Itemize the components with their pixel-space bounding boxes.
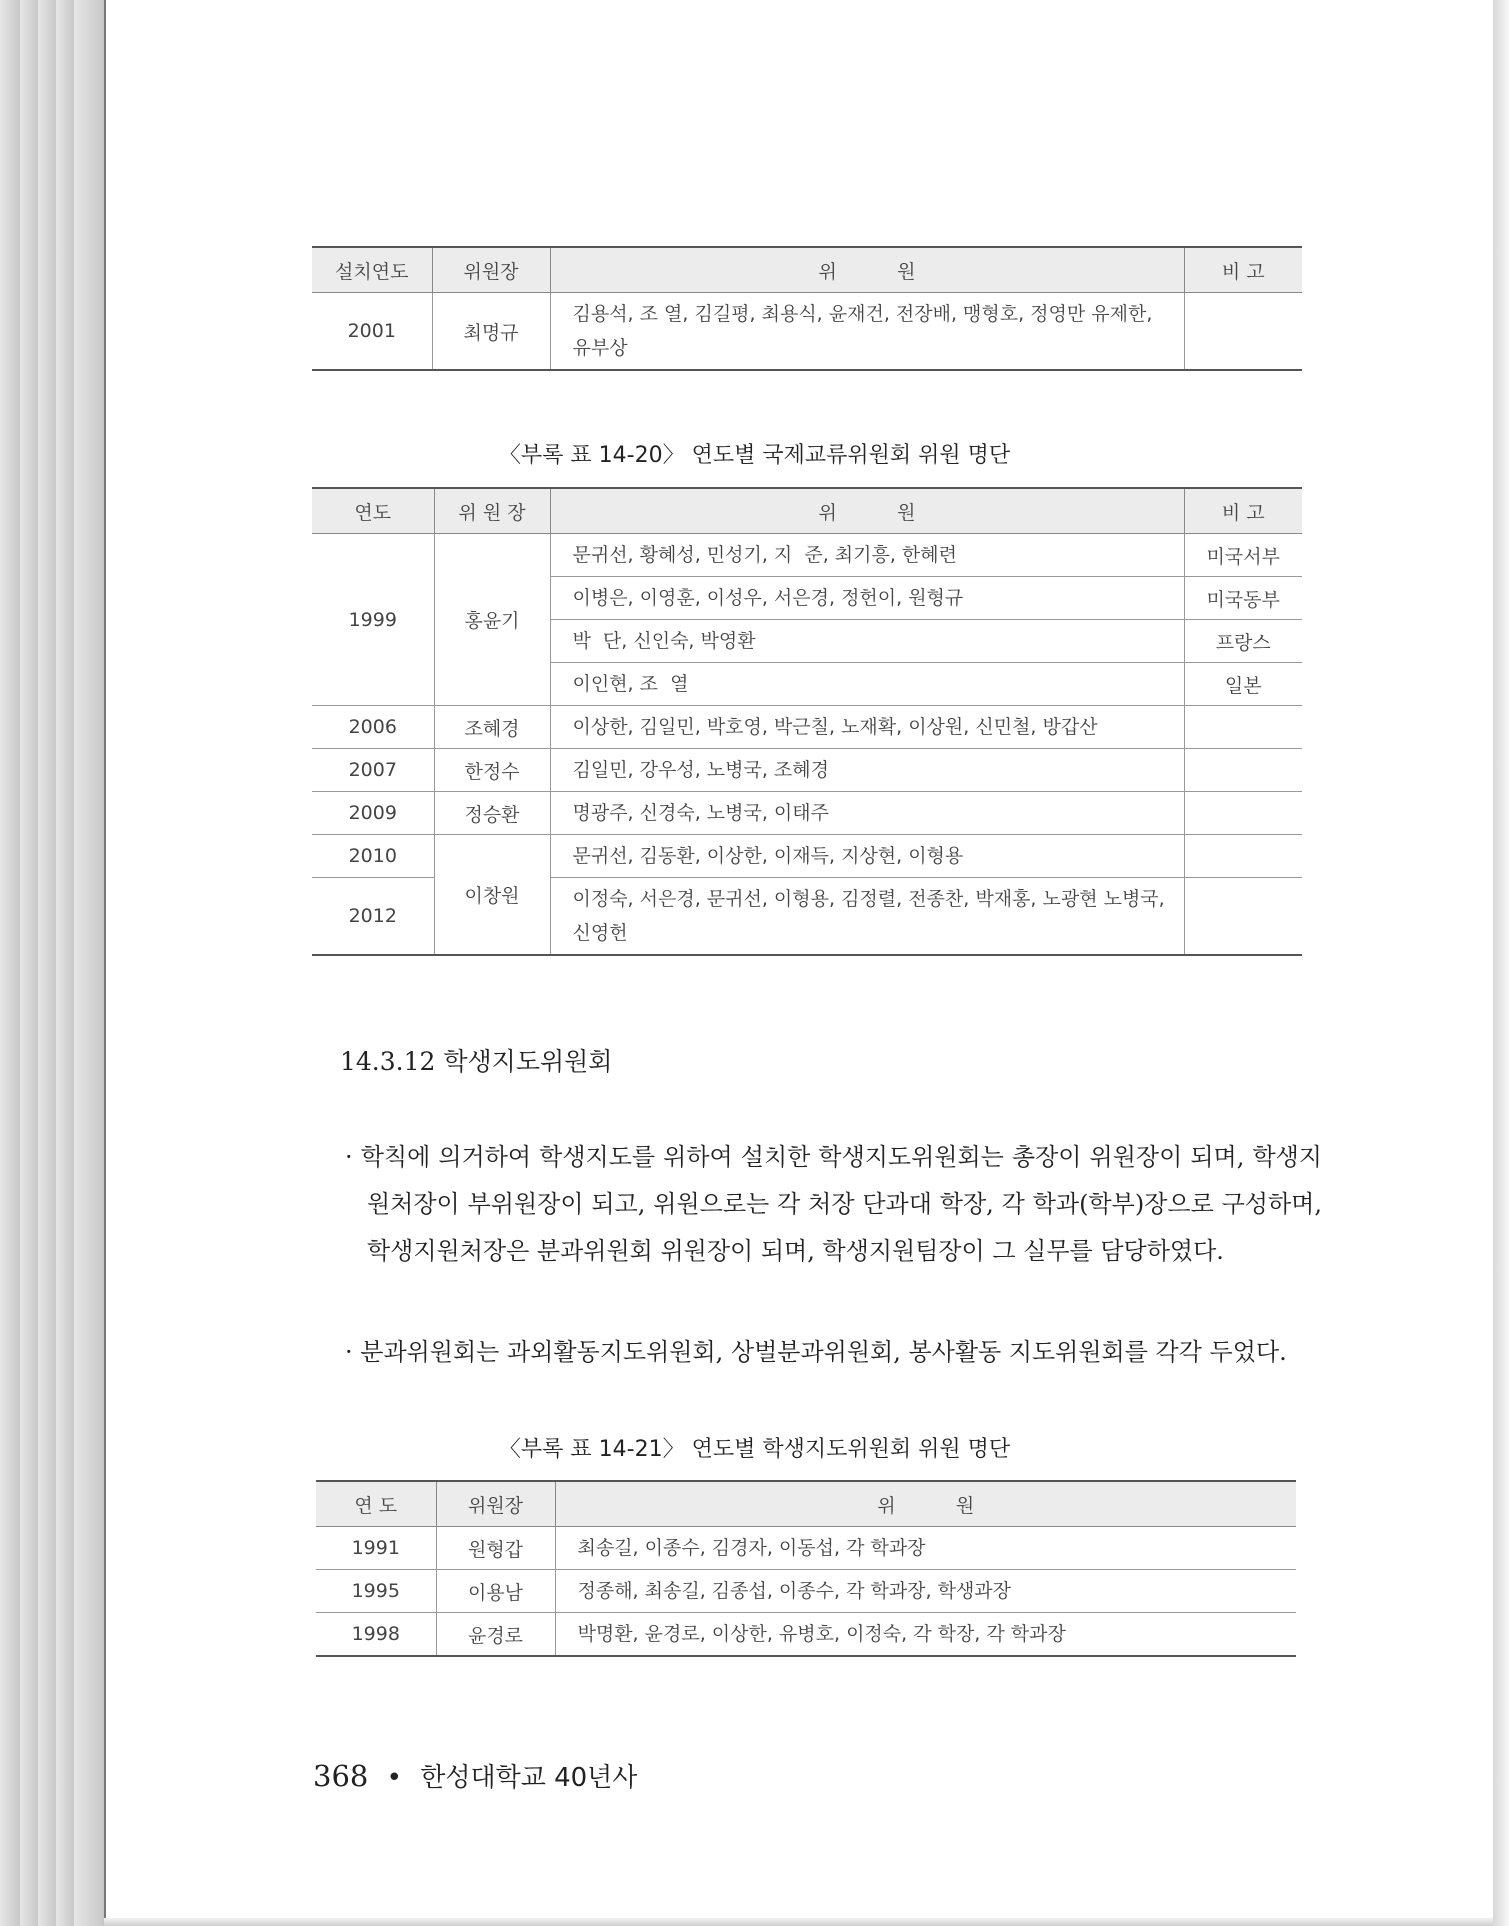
cell-chair: 홍윤기 xyxy=(434,534,550,706)
header-year: 설치연도 xyxy=(312,247,432,293)
header-note: 비 고 xyxy=(1184,247,1302,293)
header-members: 위 원 xyxy=(550,488,1184,534)
table-caption: 〈부록 표 14-21〉 연도별 학생지도위원회 위원 명단 xyxy=(498,1437,1011,1462)
cell-note: 미국서부 xyxy=(1184,534,1302,577)
cell-members: 박 단, 신인숙, 박영환 xyxy=(550,620,1184,663)
table-row xyxy=(316,1570,1296,1613)
cell-note xyxy=(1184,792,1302,835)
header-members: 위 원 xyxy=(550,247,1184,293)
cell-members: 최송길, 이종수, 김경자, 이동섭, 각 학과장 xyxy=(555,1527,1296,1570)
cell-members: 명광주, 신경숙, 노병국, 이태주 xyxy=(550,792,1184,835)
cell-note: 프랑스 xyxy=(1184,620,1302,663)
header-chair: 위원장 xyxy=(432,247,550,293)
cell-chair: 최명규 xyxy=(432,293,550,371)
header-chair: 위 원 장 xyxy=(434,488,550,534)
cell-chair: 정승환 xyxy=(434,792,550,835)
paragraph: · 분과위원회는 과외활동지도위원회, 상벌분과위원회, 봉사활동 지도위원회를 각각 두었다. xyxy=(345,1338,1287,1366)
table-row xyxy=(312,534,1302,577)
table-row xyxy=(312,749,1302,792)
cell-members: 김용석, 조 열, 김길평, 최용식, 윤재건, 전장배, 맹형호, 정영만 유제한, 유부상 xyxy=(550,293,1184,371)
cell-members: 이상한, 김일민, 박호영, 박근칠, 노재확, 이상원, 신민철, 방갑산 xyxy=(550,706,1184,749)
table-row xyxy=(316,1527,1296,1570)
footer-separator: • xyxy=(386,1763,402,1793)
cell-chair: 윤경로 xyxy=(436,1613,555,1657)
table-row xyxy=(312,293,1302,371)
cell-members: 박명환, 윤경로, 이상한, 유병호, 이정숙, 각 학장, 각 학과장 xyxy=(555,1613,1296,1657)
cell-year: 2012 xyxy=(312,878,434,956)
cell-members: 문귀선, 황혜성, 민성기, 지 준, 최기흥, 한혜련 xyxy=(550,534,1184,577)
page-bottom-shadow xyxy=(104,1918,1493,1926)
cell-note xyxy=(1184,835,1302,878)
book-title: 한성대학교 40년사 xyxy=(420,1763,638,1793)
section-title: 14.3.12 학생지도위원회 xyxy=(340,1047,613,1076)
cell-note: 미국동부 xyxy=(1184,577,1302,620)
page-edge xyxy=(20,0,39,1926)
page-edge xyxy=(56,0,75,1926)
cell-members: 김일민, 강우성, 노병국, 조혜경 xyxy=(550,749,1184,792)
cell-year: 2006 xyxy=(312,706,434,749)
header-chair: 위원장 xyxy=(436,1481,555,1527)
table-row xyxy=(312,792,1302,835)
page-number: 368 xyxy=(313,1759,369,1793)
cell-chair: 이용남 xyxy=(436,1570,555,1613)
page-edge xyxy=(0,0,21,1926)
cell-year: 1999 xyxy=(312,534,434,706)
cell-chair: 이창원 xyxy=(434,835,550,956)
paragraph: · 학칙에 의거하여 학생지도를 위하여 설치한 학생지도위원회는 총장이 위원장이 되며, 학생지원처장이 부위원장이 되고, 위원으로는 각 처장 단과대 학장, 각 학과(학부)장으로 구성하며, 학생지원처장은 분과위원회 위원장이 되며, 학생지원팀장이 그 실무를 담당하였다. xyxy=(345,1143,1322,1265)
page-footer xyxy=(313,1757,637,1794)
cell-chair: 원형갑 xyxy=(436,1527,555,1570)
cell-members: 이병은, 이영훈, 이성우, 서은경, 정헌이, 원형규 xyxy=(550,577,1184,620)
cell-note: 일본 xyxy=(1184,663,1302,706)
cell-year: 2001 xyxy=(312,293,432,371)
table-14-21 xyxy=(316,1480,1296,1657)
cell-chair: 한정수 xyxy=(434,749,550,792)
cell-note xyxy=(1184,706,1302,749)
table-row xyxy=(316,1613,1296,1657)
table-row xyxy=(312,835,1302,878)
cell-members: 정종해, 최송길, 김종섭, 이종수, 각 학과장, 학생과장 xyxy=(555,1570,1296,1613)
cell-chair: 조혜경 xyxy=(434,706,550,749)
header-note: 비 고 xyxy=(1184,488,1302,534)
table-caption: 〈부록 표 14-20〉 연도별 국제교류위원회 위원 명단 xyxy=(498,443,1011,468)
header-members: 위 원 xyxy=(555,1481,1296,1527)
cell-members: 이정숙, 서은경, 문귀선, 이형용, 김정렬, 전종찬, 박재홍, 노광현 노병국, 신영헌 xyxy=(550,878,1184,956)
cell-note xyxy=(1184,878,1302,956)
page-edge xyxy=(74,0,105,1926)
table-14-20 xyxy=(312,487,1302,956)
cell-year: 1998 xyxy=(316,1613,436,1657)
cell-note xyxy=(1184,749,1302,792)
page-edge xyxy=(38,0,57,1926)
table-top-continued xyxy=(312,246,1302,371)
page-right-shadow xyxy=(1493,0,1509,1926)
cell-year: 2007 xyxy=(312,749,434,792)
book-page-edges xyxy=(0,0,108,1926)
cell-members: 이인현, 조 열 xyxy=(550,663,1184,706)
cell-year: 2010 xyxy=(312,835,434,878)
header-year: 연 도 xyxy=(316,1481,436,1527)
cell-year: 1995 xyxy=(316,1570,436,1613)
cell-year: 2009 xyxy=(312,792,434,835)
cell-members: 문귀선, 김동환, 이상한, 이재득, 지상현, 이형용 xyxy=(550,835,1184,878)
cell-year: 1991 xyxy=(316,1527,436,1570)
table-row xyxy=(312,706,1302,749)
cell-note xyxy=(1184,293,1302,371)
header-year: 연도 xyxy=(312,488,434,534)
